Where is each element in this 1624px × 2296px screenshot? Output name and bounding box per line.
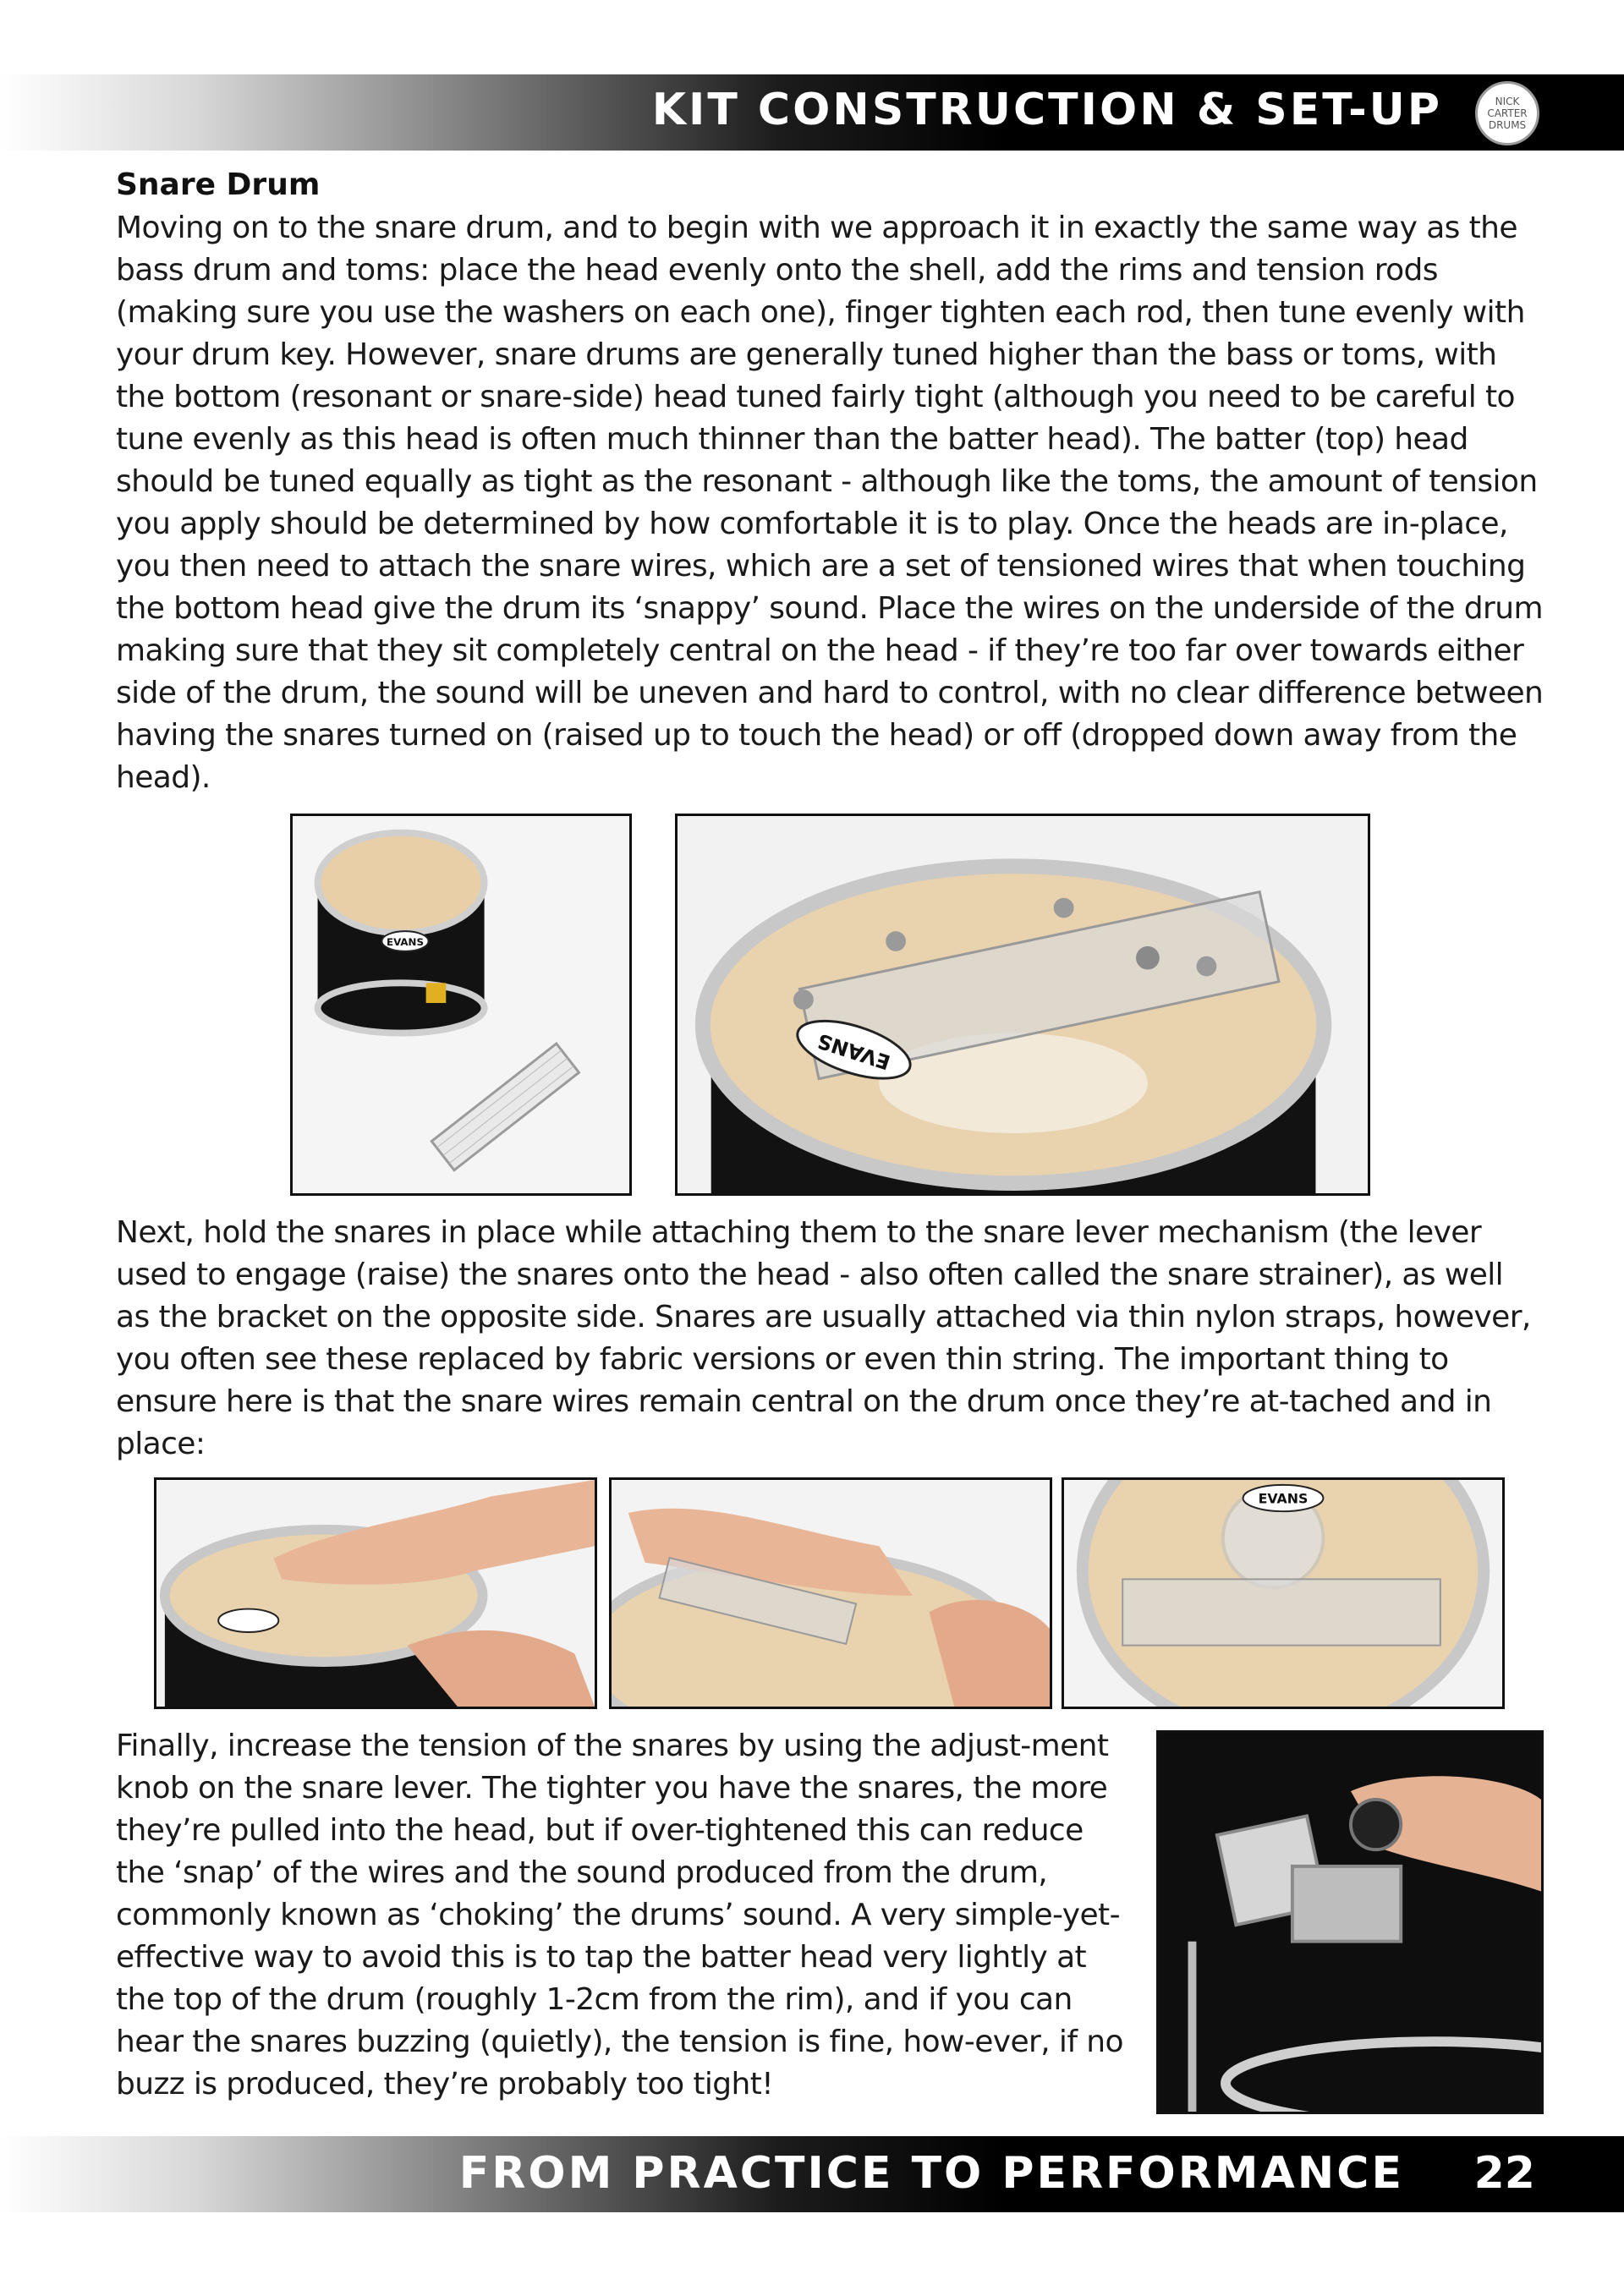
photo-snare-drum-with-wires — [290, 814, 632, 1196]
book-title: FROM PRACTICE TO PERFORMANCE — [458, 2148, 1404, 2199]
body-paragraph-intro: Moving on to the snare drum, and to begin with we approach it in exactly the same way as the bass drum and toms: place the head evenly onto the shell, add the rims and tension rods (making sure you use the washers on each one), finger tighten each rod, then tune evenly with your drum key. However, snare drums are generally tuned higher than the bass or toms, with the bottom (resonant or snare-side) head tuned fairly tight (although you need to be careful to tune evenly as this head is often much thinner than the batter head). The batter (top) head should be tuned equally as tight as the resonant - although like the toms, the amount of tension you apply should be determined by how comfortable it is to play. Once the heads are in-place, you then need to attach the snare wires, which are a set of tensioned wires that when touching the bottom head give the drum its ‘snappy’ sound. Place the wires on the underside of the drum making sure that they sit completely central on the head - if they’re too far over towards either side of the drum, the sound will be uneven and hard to control, with no clear difference between having the snares turned on (raised up to touch the head) or off (dropped down away from the head). — [116, 211, 1544, 795]
brand-logo — [1475, 81, 1539, 145]
body-paragraph-attach: Next, hold the snares in place while attaching them to the snare lever mechanism (the lever used to engage (raise) the snares onto the head - also often called the snare strainer), as well as the bracket on the opposite side. Snares are usually attached via thin nylon straps, however, you often see these replaced by fabric versions or even thin string. The important thing to ensure here is that the snare wires remain central on the drum once they’re at-tached and in place: — [116, 1215, 1531, 1461]
photo-attaching-snare-strap — [609, 1477, 1052, 1709]
logo-line-1: NICK — [1495, 96, 1520, 107]
drum-head-logo: EVANS — [814, 1028, 893, 1075]
photo-hand-holding-snares — [154, 1477, 597, 1709]
photo-adjusting-strainer-knob — [1156, 1730, 1544, 2114]
logo-line-3: DRUMS — [1488, 119, 1527, 131]
drum-head-logo: EVANS — [387, 935, 424, 948]
drum-head-logo: EVANS — [1258, 1490, 1309, 1507]
photo-snares-centred-on-head — [1062, 1477, 1505, 1709]
photo-snare-wires-on-head — [675, 814, 1370, 1196]
section-heading: Snare Drum — [116, 167, 321, 202]
footer-banner — [0, 2136, 1624, 2212]
page-number: 22 — [1473, 2148, 1535, 2199]
chapter-title: KIT CONSTRUCTION & SET-UP — [651, 85, 1442, 135]
logo-line-2: CARTER — [1487, 107, 1528, 119]
header-banner — [0, 74, 1624, 151]
body-paragraph-tension: Finally, increase the tension of the snares by using the adjust-ment knob on the snare lever. The tighter you have the snares, the more they’re pulled into the head, but if over-tightened this can reduce the ‘snap’ of the wires and the sound produced from the drum, commonly known as ‘choking’ the drums’ sound. A very simple-yet-effective way to avoid this is to tap the batter head very lightly at the top of the drum (roughly 1-2cm from the rim), and if you can hear the snares buzzing (quietly), the tension is fine, how-ever, if no buzz is produced, they’re probably too tight! — [116, 1729, 1123, 2101]
